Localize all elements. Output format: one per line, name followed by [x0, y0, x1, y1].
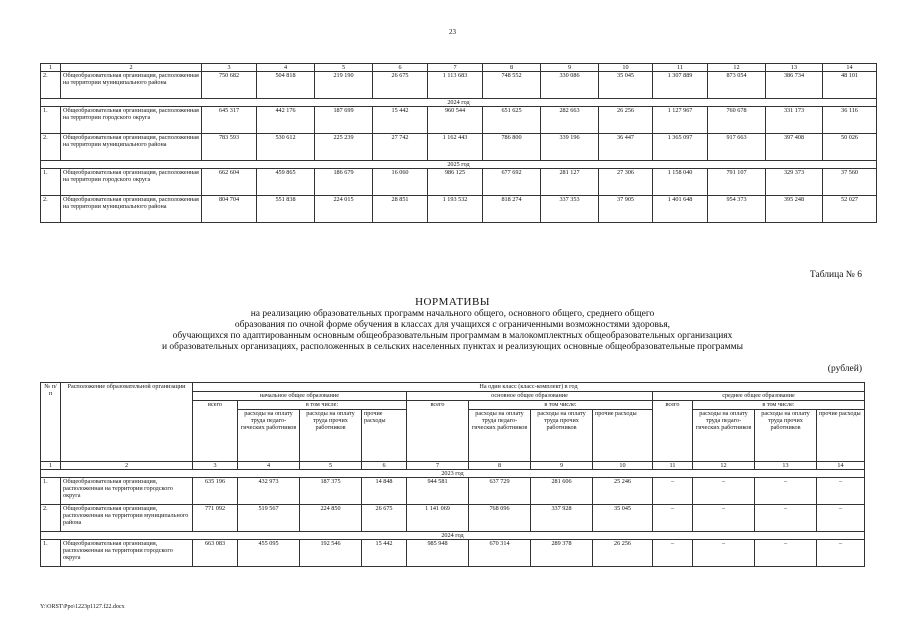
value-cell: 52 027	[823, 196, 877, 223]
column-number: 8	[469, 462, 531, 470]
value-cell: 1 401 648	[653, 196, 708, 223]
value-cell: –	[693, 505, 755, 532]
column-number: 12	[708, 64, 766, 72]
value-cell: 635 196	[193, 478, 238, 505]
header-ped-salary: расходы на оплату труда педаго-гических работников	[469, 410, 531, 462]
column-number: 9	[531, 462, 593, 470]
value-cell: 386 734	[766, 72, 823, 99]
header-ped-salary: расходы на оплату труда педаго-гических работников	[238, 410, 300, 462]
header-ped-salary: расходы на оплату труда педаго-гических работников	[693, 410, 755, 462]
row-number: 2.	[41, 505, 61, 532]
value-cell: 48 101	[823, 72, 877, 99]
row-number: 1.	[41, 169, 61, 196]
value-cell: 986 125	[428, 169, 483, 196]
top-data-table	[40, 63, 877, 223]
header-total: всего	[193, 401, 238, 462]
value-cell: –	[817, 478, 865, 505]
header-location: Расположение образовательной организации	[61, 383, 193, 462]
value-cell: 219 190	[315, 72, 373, 99]
value-cell: 337 353	[541, 196, 599, 223]
value-cell: 1 162 443	[428, 134, 483, 161]
organization-name: Общеобразовательная организация, расположенная на территории муниципального района	[61, 196, 202, 223]
value-cell: 1 365 097	[653, 134, 708, 161]
value-cell: 1 193 532	[428, 196, 483, 223]
column-number: 4	[257, 64, 315, 72]
value-cell: 289 378	[531, 540, 593, 567]
value-cell: 786 800	[483, 134, 541, 161]
title-line: на реализацию образовательных программ начального общего, основного общего, среднего общего	[250, 309, 655, 319]
value-cell: 26 675	[362, 505, 407, 532]
value-cell: 504 818	[257, 72, 315, 99]
value-cell: 442 176	[257, 107, 315, 134]
title-block	[60, 297, 845, 353]
column-number: 12	[693, 462, 755, 470]
value-cell: 395 248	[766, 196, 823, 223]
value-cell: 1 113 683	[428, 72, 483, 99]
value-cell: 225 239	[315, 134, 373, 161]
value-cell: 783 593	[202, 134, 257, 161]
year-label: 2024 год	[41, 532, 865, 540]
year-row	[41, 470, 865, 478]
value-cell: 1 158 040	[653, 169, 708, 196]
header-including: в том числе:	[238, 401, 407, 410]
year-label: 2025 год	[41, 161, 877, 169]
row-number: 2.	[41, 134, 61, 161]
column-number: 14	[823, 64, 877, 72]
value-cell: 337 928	[531, 505, 593, 532]
column-number: 6	[362, 462, 407, 470]
table-row	[41, 134, 877, 161]
value-cell: 519 567	[238, 505, 300, 532]
value-cell: 16 060	[373, 169, 428, 196]
value-cell: 192 546	[300, 540, 362, 567]
table-row	[41, 196, 877, 223]
value-cell: 36 447	[599, 134, 653, 161]
title-line: образования по очной форме обучения в классах для учащихся с ограниченными возможностями здоровья,	[234, 320, 671, 330]
value-cell: 397 408	[766, 134, 823, 161]
header-other-costs: прочие расходы	[817, 410, 865, 462]
title-line: и образовательных организациях, расположенных в сельских населенных пунктах и реализующих основные общеобразовательные программы	[161, 342, 744, 352]
column-number: 10	[593, 462, 653, 470]
value-cell: 329 373	[766, 169, 823, 196]
value-cell: 917 663	[708, 134, 766, 161]
value-cell: 455 095	[238, 540, 300, 567]
column-number: 5	[300, 462, 362, 470]
value-cell: 281 127	[541, 169, 599, 196]
table-row	[41, 478, 865, 505]
column-number: 3	[202, 64, 257, 72]
value-cell: –	[653, 478, 693, 505]
header-other-salary: расходы на оплату труда прочих работников	[531, 410, 593, 462]
year-row	[41, 161, 877, 169]
value-cell: 677 692	[483, 169, 541, 196]
value-cell: 791 107	[708, 169, 766, 196]
organization-name: Общеобразовательная организация, расположенная на территории городского округа	[61, 540, 193, 567]
table-row	[41, 107, 877, 134]
year-label: 2024 год	[41, 99, 877, 107]
value-cell: 960 544	[428, 107, 483, 134]
value-cell: 663 083	[193, 540, 238, 567]
value-cell: 26 256	[593, 540, 653, 567]
value-cell: –	[653, 505, 693, 532]
table-row	[41, 505, 865, 532]
column-number: 9	[541, 64, 599, 72]
normatives-table	[40, 382, 865, 567]
column-number: 10	[599, 64, 653, 72]
header-per-class: На один класс (класс-комплект) в год	[193, 383, 865, 392]
column-number: 14	[817, 462, 865, 470]
units-label: (рублей)	[827, 364, 862, 374]
column-number: 13	[766, 64, 823, 72]
title-line: обучающихся по адаптированным основным общеобразовательным программам в малокомплектных общеобразовательных организациях	[172, 331, 733, 341]
table-row	[41, 540, 865, 567]
value-cell: 818 274	[483, 196, 541, 223]
value-cell: 282 663	[541, 107, 599, 134]
year-row	[41, 532, 865, 540]
table-row	[41, 72, 877, 99]
column-number: 11	[653, 64, 708, 72]
value-cell: 551 838	[257, 196, 315, 223]
value-cell: 530 612	[257, 134, 315, 161]
column-number: 7	[407, 462, 469, 470]
row-number: 2.	[41, 196, 61, 223]
header-other-salary: расходы на оплату труда прочих работников	[300, 410, 362, 462]
header-other-costs: прочие расходы	[593, 410, 653, 462]
table-row	[41, 169, 877, 196]
value-cell: –	[755, 478, 817, 505]
header-including: в том числе:	[469, 401, 653, 410]
row-number: 1.	[41, 107, 61, 134]
value-cell: 1 307 889	[653, 72, 708, 99]
value-cell: 331 173	[766, 107, 823, 134]
value-cell: 26 256	[599, 107, 653, 134]
value-cell: –	[817, 505, 865, 532]
value-cell: 37 560	[823, 169, 877, 196]
column-number: 4	[238, 462, 300, 470]
value-cell: 36 116	[823, 107, 877, 134]
column-number: 2	[61, 462, 193, 470]
organization-name: Общеобразовательная организация, расположенная на территории муниципального района	[61, 72, 202, 99]
value-cell: 187 699	[315, 107, 373, 134]
value-cell: 37 905	[599, 196, 653, 223]
value-cell: 1 141 069	[407, 505, 469, 532]
value-cell: 645 317	[202, 107, 257, 134]
header-total: всего	[653, 401, 693, 462]
row-number: 1.	[41, 540, 61, 567]
column-number: 1	[41, 64, 61, 72]
row-number: 2.	[41, 72, 61, 99]
value-cell: 750 682	[202, 72, 257, 99]
header-other-salary: расходы на оплату труда прочих работников	[755, 410, 817, 462]
title-heading: НОРМАТИВЫ	[415, 296, 490, 308]
value-cell: 985 948	[407, 540, 469, 567]
column-number: 7	[428, 64, 483, 72]
year-label: 2023 год	[41, 470, 865, 478]
value-cell: 670 314	[469, 540, 531, 567]
column-number: 3	[193, 462, 238, 470]
header-basic: основное общее образование	[407, 392, 653, 401]
column-number: 6	[373, 64, 428, 72]
value-cell: –	[755, 505, 817, 532]
value-cell: –	[755, 540, 817, 567]
value-cell: 281 606	[531, 478, 593, 505]
header-total: всего	[407, 401, 469, 462]
value-cell: 432 973	[238, 478, 300, 505]
value-cell: 27 742	[373, 134, 428, 161]
header-num: № п/п	[41, 383, 61, 462]
footer-file-path: Y:\ORST\Ppo\1223p1127.f22.docx	[40, 604, 125, 610]
value-cell: 35 045	[593, 505, 653, 532]
value-cell: 873 054	[708, 72, 766, 99]
value-cell: 187 375	[300, 478, 362, 505]
value-cell: 224 850	[300, 505, 362, 532]
value-cell: 25 246	[593, 478, 653, 505]
row-number: 1.	[41, 478, 61, 505]
value-cell: 459 865	[257, 169, 315, 196]
header-including: в том числе:	[693, 401, 865, 410]
value-cell: 944 581	[407, 478, 469, 505]
value-cell: 50 026	[823, 134, 877, 161]
year-row	[41, 99, 877, 107]
value-cell: 224 015	[315, 196, 373, 223]
organization-name: Общеобразовательная организация, расположенная на территории городского округа	[61, 107, 202, 134]
value-cell: 637 729	[469, 478, 531, 505]
column-number: 8	[483, 64, 541, 72]
value-cell: 27 306	[599, 169, 653, 196]
column-number: 1	[41, 462, 61, 470]
header-primary: начальное общее образование	[193, 392, 407, 401]
column-number: 13	[755, 462, 817, 470]
value-cell: 15 442	[373, 107, 428, 134]
value-cell: –	[693, 478, 755, 505]
header-secondary: среднее общее образование	[653, 392, 865, 401]
value-cell: 339 196	[541, 134, 599, 161]
column-number: 11	[653, 462, 693, 470]
organization-name: Общеобразовательная организация, расположенная на территории городского округа	[61, 478, 193, 505]
value-cell: 186 679	[315, 169, 373, 196]
organization-name: Общеобразовательная организация, расположенная на территории городского округа	[61, 169, 202, 196]
value-cell: 35 045	[599, 72, 653, 99]
value-cell: –	[817, 540, 865, 567]
column-number: 2	[61, 64, 202, 72]
value-cell: –	[693, 540, 755, 567]
value-cell: 748 552	[483, 72, 541, 99]
table-label: Таблица № 6	[809, 270, 862, 280]
organization-name: Общеобразовательная организация, расположенная на территории муниципального района	[61, 134, 202, 161]
organization-name: Общеобразовательная организация, расположенная на территории муниципального района	[61, 505, 193, 532]
value-cell: 771 092	[193, 505, 238, 532]
value-cell: 28 851	[373, 196, 428, 223]
column-number: 5	[315, 64, 373, 72]
value-cell: 1 127 967	[653, 107, 708, 134]
header-other-costs: прочие расходы	[362, 410, 407, 462]
value-cell: 14 848	[362, 478, 407, 505]
page-number: 23	[449, 28, 456, 36]
value-cell: 760 678	[708, 107, 766, 134]
value-cell: 330 086	[541, 72, 599, 99]
value-cell: 662 604	[202, 169, 257, 196]
value-cell: 15 442	[362, 540, 407, 567]
value-cell: 768 096	[469, 505, 531, 532]
value-cell: 651 625	[483, 107, 541, 134]
value-cell: 26 675	[373, 72, 428, 99]
value-cell: 954 373	[708, 196, 766, 223]
value-cell: 804 704	[202, 196, 257, 223]
value-cell: –	[653, 540, 693, 567]
